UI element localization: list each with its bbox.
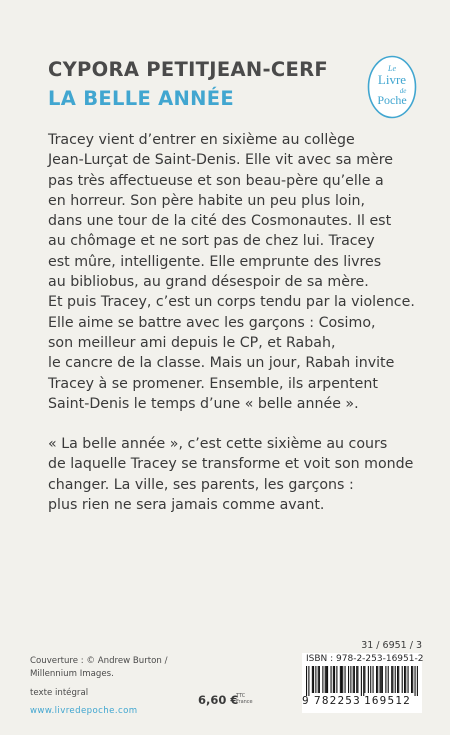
summary-line: Tracey vient d’entrer en sixième au collège <box>48 132 355 148</box>
summary-paragraph-1 <box>48 130 418 414</box>
price-note-line: TTC <box>236 693 246 699</box>
summary-line: en horreur. Son père habite un peu plus loin, <box>48 192 366 209</box>
barcode-bar <box>376 666 377 693</box>
barcode-bar <box>382 666 383 693</box>
barcode-bar <box>388 666 389 693</box>
summary-line: Tracey à se promener. Ensemble, ils arpentent <box>48 375 378 392</box>
barcode-bar <box>348 666 349 693</box>
barcode-bar <box>402 666 403 693</box>
barcode-bar <box>392 666 393 693</box>
summary-line: Elle aime se battre avec les garçons : Cosimo, <box>48 314 376 331</box>
barcode-digit: 9 <box>302 694 309 707</box>
barcode-bar <box>412 666 413 693</box>
barcode-bar <box>350 666 351 693</box>
summary-line: plus rien ne sera jamais comme avant. <box>48 497 325 514</box>
barcode-bar <box>397 666 398 693</box>
barcode-bar <box>341 666 342 693</box>
livre-de-poche-logo-icon <box>367 55 417 119</box>
barcode-bar <box>325 666 326 693</box>
barcode-bar <box>368 666 369 693</box>
summary-line: pas très affectueuse et son beau-père qu’elle a <box>48 172 384 189</box>
isbn-label: ISBN : 978-2-253-16951-2 <box>306 654 424 664</box>
barcode-bar <box>364 666 365 693</box>
logo-text-livre: Livre <box>377 72 407 87</box>
publisher-website: www.livredepoche.com <box>30 705 138 716</box>
edition-label: texte intégral <box>30 688 89 698</box>
summary-line: au chômage et ne sort pas de chez lui. Tracey <box>48 233 375 250</box>
barcode-bar <box>319 666 320 693</box>
book-title: LA BELLE ANNÉE <box>48 87 235 110</box>
summary-paragraph-2 <box>48 434 418 515</box>
barcode-bar <box>353 666 354 693</box>
summary-line: changer. La ville, ses parents, les garçons : <box>48 476 354 493</box>
cover-credits <box>30 655 168 717</box>
barcode-bar <box>415 666 416 696</box>
barcode-bar <box>417 666 418 696</box>
summary-line: le cancre de la classe. Mais un jour, Rabah invite <box>48 355 395 372</box>
barcode-bar <box>408 666 409 693</box>
summary-line: « La belle année », c’est cette sixième au cours <box>48 436 388 453</box>
catalog-reference: 31 / 6951 / 3 <box>361 640 422 651</box>
barcode-bar <box>312 666 313 693</box>
barcode-bar <box>331 666 332 693</box>
barcode-bar <box>336 666 337 693</box>
barcode-bar <box>315 666 316 693</box>
barcode-bar <box>327 666 328 693</box>
cover-credit-line: Couverture : © Andrew Burton / <box>30 656 168 666</box>
barcode-bar <box>385 666 386 693</box>
summary-line: Jean-Lurçat de Saint-Denis. Elle vit avec sa mère <box>48 152 394 169</box>
barcode-bar <box>380 666 381 693</box>
barcode-bar <box>322 666 323 693</box>
barcode-bar <box>411 666 412 693</box>
author-name: CYPORA PETITJEAN-CERF <box>48 58 329 81</box>
barcode-bar <box>333 666 334 693</box>
barcode-bar <box>377 666 378 693</box>
summary-line: dans une tour de la cité des Cosmonautes. Il est <box>48 213 392 230</box>
summary-line: son meilleur ami depuis le CP, et Rabah, <box>48 334 336 351</box>
barcode-bar <box>404 666 405 693</box>
barcode-bar <box>398 666 399 693</box>
logo-text-de: de <box>399 87 407 95</box>
barcode-bar <box>334 666 335 693</box>
barcode-digits: 782253 <box>314 694 361 707</box>
cover-credit-line: Millennium Images. <box>30 668 114 679</box>
barcode-digits: 169512 <box>364 694 411 707</box>
barcode-icon <box>306 666 418 696</box>
summary-line: de laquelle Tracey se transforme et voit son monde <box>48 456 414 473</box>
summary-line: au bibliobus, au grand désespoir de sa mère. <box>48 274 369 291</box>
barcode-bar <box>340 666 341 693</box>
summary-line: est mûre, intelligente. Elle emprunte des livres <box>48 253 382 270</box>
summary-line: Et puis Tracey, c’est un corps tendu par la violence. <box>48 294 415 311</box>
barcode-bar <box>356 666 357 693</box>
barcode-bar <box>306 666 307 696</box>
barcode-bar <box>308 666 309 696</box>
barcode-bar <box>363 666 364 696</box>
barcode-bar <box>318 666 319 693</box>
summary-line: Saint-Denis le temps d’une « belle année ». <box>48 395 359 412</box>
barcode-bar <box>405 666 406 693</box>
back-cover-summary <box>48 130 418 515</box>
barcode-bar <box>326 666 327 693</box>
price-tax-note <box>236 693 253 705</box>
barcode-bar <box>357 666 358 693</box>
barcode-bar <box>391 666 392 693</box>
barcode-bar <box>361 666 362 696</box>
logo-text-le: Le <box>388 64 396 73</box>
barcode-bar <box>370 666 371 693</box>
logo-text-poche: Poche <box>377 93 407 107</box>
barcode-bar <box>395 666 396 693</box>
barcode-bar <box>381 666 382 693</box>
barcode-bar <box>354 666 355 693</box>
barcode-bar <box>313 666 314 693</box>
barcode-bar <box>373 666 374 693</box>
barcode-bar <box>345 666 346 693</box>
barcode-bar <box>342 666 343 693</box>
price: 6,60 € <box>198 693 239 707</box>
price-note-line: France <box>236 699 253 705</box>
